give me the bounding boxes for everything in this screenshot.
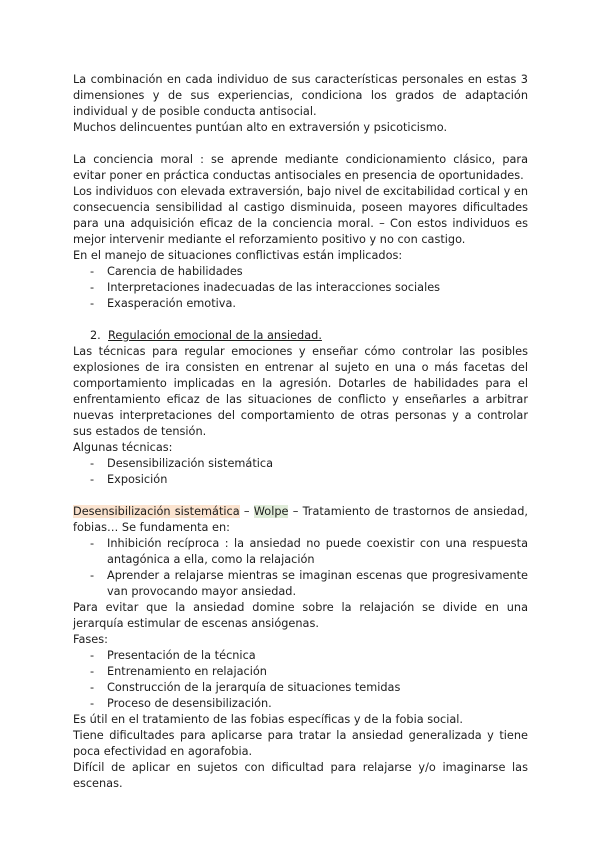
desensibilizacion-paragraph-5: Difícil de aplicar en sujetos con dificultad para relajarse y/o imaginarse las escenas. [73, 761, 528, 790]
section-heading [73, 328, 528, 344]
bullet-dash: - [90, 569, 95, 582]
bullet-dash: - [90, 649, 95, 662]
foundations-list [73, 536, 528, 600]
phases-list [73, 648, 528, 712]
list-item: - Desensibilización sistemática [90, 457, 274, 470]
intro-paragraph: La combinación en cada individuo de sus características personales en estas 3 dimensiones y de sus experiencias, condiciona los grados de adaptación individual y de posible conducta antisocial. [73, 73, 528, 118]
fases-label: Fases: [73, 633, 108, 646]
list-item: - Proceso de desensibilización. [90, 697, 272, 710]
desensibilizacion-paragraph-4: Tiene dificultades para aplicarse para tratar la ansiedad generalizada y tiene poca efectividad en agorafobia. [73, 729, 528, 758]
list-item: - Aprender a relajarse mientras se imaginan escenas que progresivamente van provocando mayor ansiedad. [90, 569, 528, 598]
desensibilizacion-paragraph: Desensibilización sistemática – Wolpe – Tratamiento de trastornos de ansiedad, fobias… Se fundamenta en: [73, 505, 528, 534]
list-item: - Exposición [90, 473, 168, 486]
techniques-list [73, 456, 528, 488]
bullet-dash: - [90, 265, 95, 278]
bullet-dash: - [90, 665, 95, 678]
section-number: 2. [90, 329, 101, 342]
bullet-dash: - [90, 681, 95, 694]
list-item: - Presentación de la técnica [90, 649, 256, 662]
section-title: Regulación emocional de la ansiedad. [108, 329, 322, 342]
bullet-dash: - [90, 297, 95, 310]
conciencia-paragraph: La conciencia moral : se aprende mediante condicionamiento clásico, para evitar poner en práctica conductas antisociales en presencia de oportunidades. [73, 153, 528, 182]
section-paragraph: Las técnicas para regular emociones y enseñar cómo controlar las posibles explosiones de ira consisten en entrenar al sujeto en una o más facetas del comportamiento implicadas en la agresión. Dotarles de habilidades para el enfrentamiento eficaz de las situaciones de conflicto y enseñarles a arbitrar nuevas interpretaciones del comportamiento de otras personas y a controlar sus estados de tensión. [73, 345, 528, 438]
highlighted-term: Desensibilización sistemática [73, 505, 240, 518]
list-item: - Construcción de la jerarquía de situaciones temidas [90, 681, 401, 694]
section-paragraph-2: Algunas técnicas: [73, 441, 173, 454]
list-item: - Inhibición recíproca : la ansiedad no puede coexistir con una respuesta antagónica a ella, como la relajación [90, 537, 528, 566]
highlighted-author: Wolpe [253, 505, 289, 518]
conciencia-paragraph-2: Los individuos con elevada extraversión, bajo nivel de excitabilidad cortical y en consecuencia sensibilidad al castigo disminuida, poseen mayores dificultades para una adquisición eficaz de la conciencia moral. – Con estos individuos es mejor intervenir mediante el reforzamiento positivo y no con castigo. [73, 185, 528, 246]
list-item: - Entrenamiento en relajación [90, 665, 267, 678]
bullet-dash: - [90, 281, 95, 294]
list-item: - Exasperación emotiva. [90, 297, 236, 310]
desensibilizacion-paragraph-3: Es útil en el tratamiento de las fobias específicas y de la fobia social. [73, 713, 464, 726]
conflict-factors-list [73, 264, 528, 312]
list-item: - Interpretaciones inadecuadas de las interacciones sociales [90, 281, 441, 294]
desensibilizacion-paragraph-2: Para evitar que la ansiedad domine sobre la relajación se divide en una jerarquía estimular de escenas ansiógenas. [73, 601, 528, 630]
bullet-dash: - [90, 537, 95, 550]
bullet-dash: - [90, 473, 95, 486]
list-item: - Carencia de habilidades [90, 265, 243, 278]
conciencia-paragraph-3: En el manejo de situaciones conflictivas están implicados: [73, 249, 403, 262]
bullet-dash: - [90, 697, 95, 710]
bullet-dash: - [90, 457, 95, 470]
intro-paragraph-2: Muchos delincuentes puntúan alto en extraversión y psicoticismo. [73, 121, 448, 134]
